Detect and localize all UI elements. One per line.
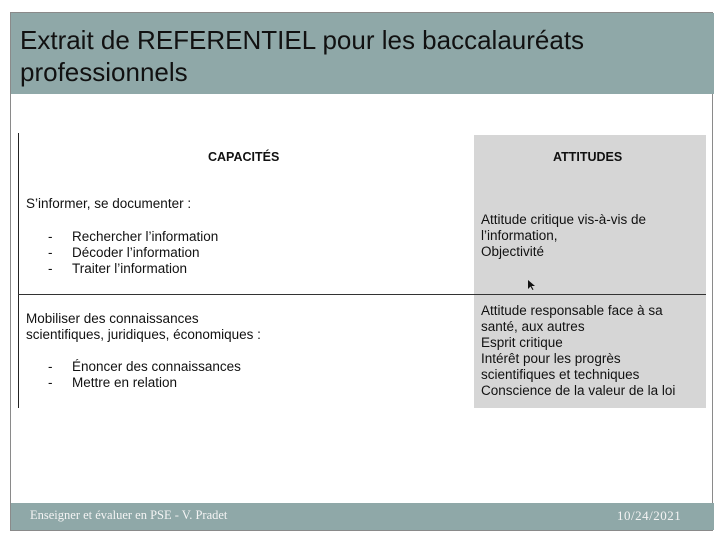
list-bullet: - bbox=[48, 229, 53, 244]
row2-capacite-heading: Mobiliser des connaissances bbox=[26, 311, 199, 326]
referentiel-table bbox=[18, 133, 706, 408]
attitude-line: Intérêt pour les progrès bbox=[481, 351, 621, 366]
row2-capacite-heading: scientifiques, juridiques, économiques : bbox=[26, 327, 261, 342]
mouse-pointer-icon bbox=[528, 280, 536, 290]
attitude-line: santé, aux autres bbox=[481, 319, 585, 334]
list-bullet: - bbox=[48, 245, 53, 260]
list-bullet: - bbox=[48, 359, 53, 374]
attitude-line: Conscience de la valeur de la loi bbox=[481, 383, 676, 398]
list-item: Mettre en relation bbox=[72, 375, 178, 390]
list-bullet: - bbox=[48, 261, 53, 276]
footer-date: 10/24/2021 bbox=[617, 508, 682, 523]
list-item: Décoder l’information bbox=[72, 245, 200, 260]
header-attitudes: ATTITUDES bbox=[553, 150, 623, 164]
row1-capacite-heading: S’informer, se documenter : bbox=[26, 196, 192, 211]
attitude-line: scientifiques et techniques bbox=[481, 367, 640, 382]
attitude-line: Esprit critique bbox=[481, 335, 563, 350]
attitude-line: Attitude responsable face à sa bbox=[481, 303, 663, 318]
attitude-line: Attitude critique vis-à-vis de bbox=[481, 212, 647, 227]
attitude-line: Objectivité bbox=[481, 244, 545, 259]
list-item: Traiter l’information bbox=[72, 261, 188, 276]
header-capacites: CAPACITÉS bbox=[208, 150, 280, 164]
row-divider bbox=[18, 294, 706, 295]
list-bullet: - bbox=[48, 375, 53, 390]
list-item: Rechercher l’information bbox=[72, 229, 219, 244]
table-left-border bbox=[18, 133, 19, 408]
attitude-line: l’information, bbox=[481, 228, 558, 243]
slide-title: Extrait de REFERENTIEL pour les baccalauréats professionnels bbox=[20, 25, 585, 87]
footer-author: Enseigner et évaluer en PSE - V. Pradet bbox=[30, 508, 228, 522]
list-item: Énoncer des connaissances bbox=[72, 359, 241, 374]
